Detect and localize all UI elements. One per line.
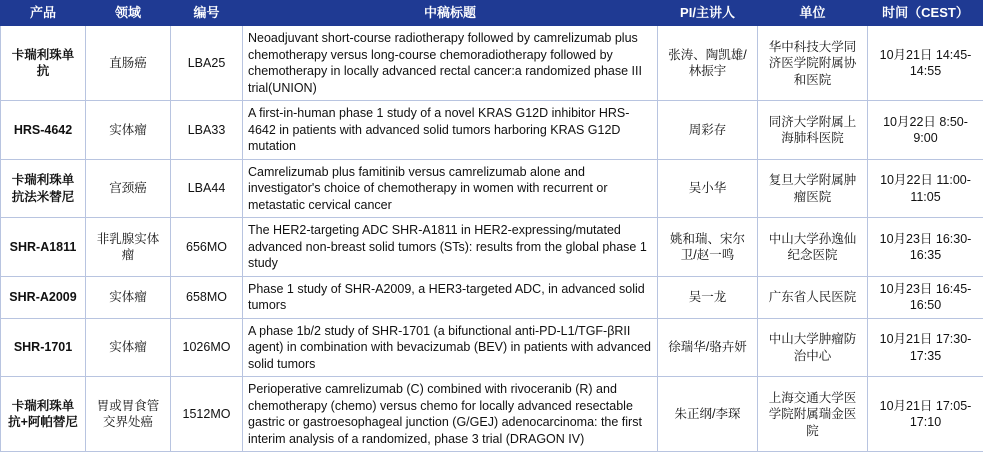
column-header-org: 单位 bbox=[758, 1, 868, 26]
cell-number: 1026MO bbox=[171, 318, 243, 377]
cell-field: 宫颈癌 bbox=[86, 159, 171, 218]
cell-org: 华中科技大学同济医学院附属协和医院 bbox=[758, 26, 868, 101]
cell-pi: 周彩存 bbox=[658, 101, 758, 160]
column-header-number: 编号 bbox=[171, 1, 243, 26]
cell-time: 10月21日 17:30-17:35 bbox=[868, 318, 983, 377]
cell-product: 卡瑞利珠单抗 bbox=[1, 26, 86, 101]
cell-org: 广东省人民医院 bbox=[758, 276, 868, 318]
cell-field: 实体瘤 bbox=[86, 318, 171, 377]
column-header-pi: PI/主讲人 bbox=[658, 1, 758, 26]
cell-pi: 张涛、陶凯雄/林振宇 bbox=[658, 26, 758, 101]
table-row bbox=[1, 101, 983, 160]
cell-product: 卡瑞利珠单抗+阿帕替尼 bbox=[1, 377, 86, 452]
cell-org: 中山大学肿瘤防治中心 bbox=[758, 318, 868, 377]
column-header-title: 中稿标题 bbox=[243, 1, 658, 26]
cell-title: Perioperative camrelizumab (C) combined with rivoceranib (R) and chemotherapy (chemo) versus chemo for locally advanced resectable gastric or gastroesophageal junction (G/GEJ) adenocarcinoma: the first interim analysis of a randomized, phase 3 trial (DRAGON IV) bbox=[243, 377, 658, 452]
cell-title: Camrelizumab plus famitinib versus camrelizumab alone and investigator's choice of chemotherapy in women with recurrent or metastatic cervical cancer bbox=[243, 159, 658, 218]
table-row bbox=[1, 26, 983, 101]
cell-pi: 吴小华 bbox=[658, 159, 758, 218]
cell-time: 10月22日 8:50-9:00 bbox=[868, 101, 983, 160]
cell-product: HRS-4642 bbox=[1, 101, 86, 160]
cell-title: Phase 1 study of SHR-A2009, a HER3-targeted ADC, in advanced solid tumors bbox=[243, 276, 658, 318]
cell-org: 上海交通大学医学院附属瑞金医院 bbox=[758, 377, 868, 452]
cell-time: 10月22日 11:00-11:05 bbox=[868, 159, 983, 218]
cell-number: LBA33 bbox=[171, 101, 243, 160]
table-row bbox=[1, 159, 983, 218]
cell-org: 中山大学孙逸仙纪念医院 bbox=[758, 218, 868, 277]
cell-number: LBA44 bbox=[171, 159, 243, 218]
cell-title: The HER2-targeting ADC SHR-A1811 in HER2-expressing/mutated advanced non-breast solid tumors (STs): results from the global phase 1 study bbox=[243, 218, 658, 277]
cell-title: A phase 1b/2 study of SHR-1701 (a bifunctional anti-PD-L1/TGF-βRII agent) in combination with bevacizumab (BEV) in patients with advanced solid tumors bbox=[243, 318, 658, 377]
cell-time: 10月23日 16:30-16:35 bbox=[868, 218, 983, 277]
cell-title: A first-in-human phase 1 study of a novel KRAS G12D inhibitor HRS-4642 in patients with advanced solid tumors harboring KRAS G12D mutation bbox=[243, 101, 658, 160]
cell-pi: 朱正纲/李琛 bbox=[658, 377, 758, 452]
cell-time: 10月23日 16:45-16:50 bbox=[868, 276, 983, 318]
cell-org: 复旦大学附属肿瘤医院 bbox=[758, 159, 868, 218]
cell-title: Neoadjuvant short-course radiotherapy followed by camrelizumab plus chemotherapy versus long-course chemoradiotherapy followed by chemotherapy in locally advanced rectal cancer:a randomized phase III trial(UNION) bbox=[243, 26, 658, 101]
cell-product: SHR-A2009 bbox=[1, 276, 86, 318]
table-row bbox=[1, 377, 983, 452]
table-row bbox=[1, 276, 983, 318]
cell-pi: 姚和瑞、宋尔卫/赵一鸣 bbox=[658, 218, 758, 277]
column-header-time: 时间（CEST） bbox=[868, 1, 983, 26]
cell-product: SHR-A1811 bbox=[1, 218, 86, 277]
cell-time: 10月21日 17:05-17:10 bbox=[868, 377, 983, 452]
cell-product: 卡瑞利珠单抗法米替尼 bbox=[1, 159, 86, 218]
cell-time: 10月21日 14:45-14:55 bbox=[868, 26, 983, 101]
cell-product: SHR-1701 bbox=[1, 318, 86, 377]
cell-field: 直肠癌 bbox=[86, 26, 171, 101]
cell-number: 658MO bbox=[171, 276, 243, 318]
cell-pi: 吴一龙 bbox=[658, 276, 758, 318]
cell-field: 非乳腺实体瘤 bbox=[86, 218, 171, 277]
cell-field: 实体瘤 bbox=[86, 101, 171, 160]
cell-number: 1512MO bbox=[171, 377, 243, 452]
cell-field: 胃或胃食管交界处癌 bbox=[86, 377, 171, 452]
cell-number: 656MO bbox=[171, 218, 243, 277]
table-row bbox=[1, 218, 983, 277]
cell-number: LBA25 bbox=[171, 26, 243, 101]
table-header-row bbox=[1, 1, 983, 26]
cell-field: 实体瘤 bbox=[86, 276, 171, 318]
cell-pi: 徐瑞华/骆卉妍 bbox=[658, 318, 758, 377]
table-row bbox=[1, 318, 983, 377]
cell-org: 同济大学附属上海肺科医院 bbox=[758, 101, 868, 160]
column-header-field: 领域 bbox=[86, 1, 171, 26]
column-header-product: 产品 bbox=[1, 1, 86, 26]
